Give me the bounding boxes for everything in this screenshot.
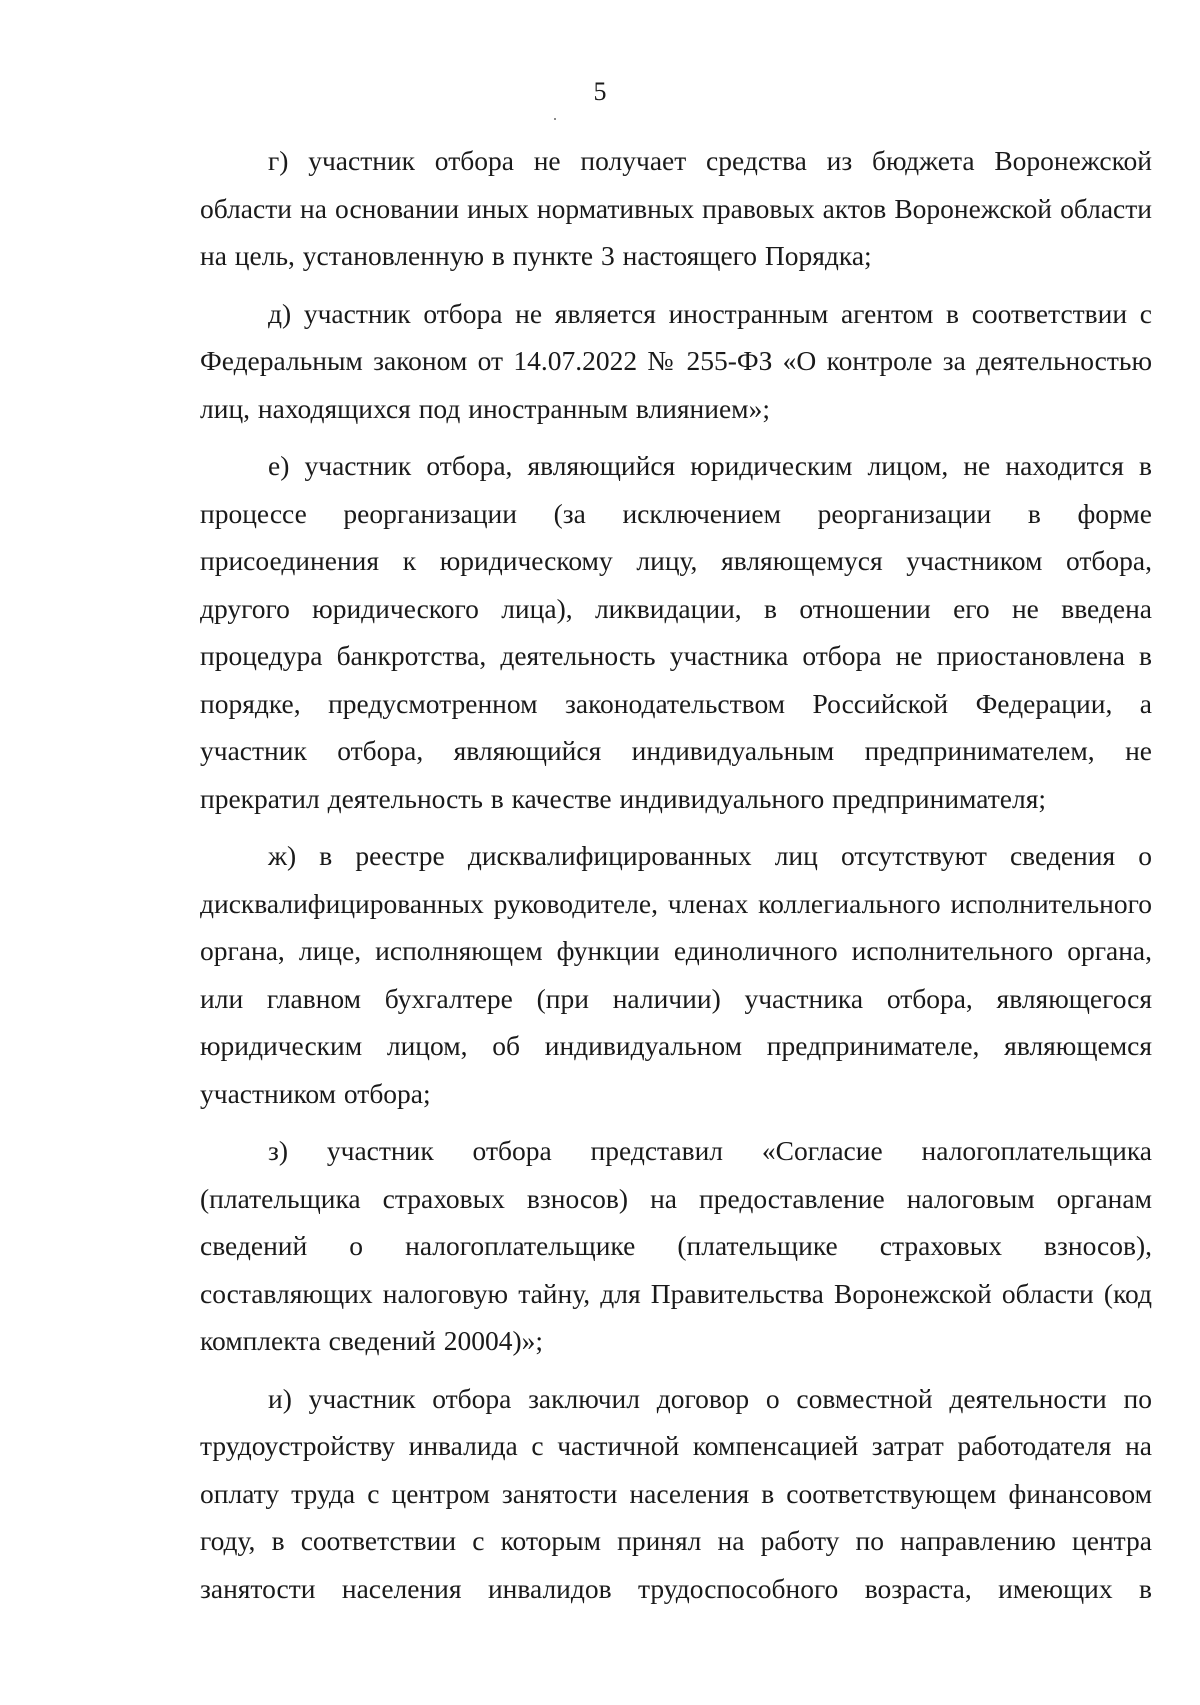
page-number: 5: [593, 77, 607, 106]
document-body: [200, 137, 1152, 1612]
paragraph-g: г) участник отбора не получает средства из бюджета Воронежской области на основании иных нормативных правовых актов Воронежской области на цель, установленную в пункте 3 настоящего Порядка;: [200, 145, 1152, 271]
paragraph-z: з) участник отбора представил «Согласие налогоплательщика (плательщика страховых взносов) на предоставление налоговым органам сведений о налогоплательщике (плательщике страховых взносов), составляющих налоговую тайну, для Правительства Воронежской области (код комплекта сведений 20004)»;: [200, 1135, 1152, 1356]
scan-speck: [554, 118, 556, 120]
paragraph-zh: ж) в реестре дисквалифицированных лиц отсутствуют сведения о дисквалифицированных руководителе, членах коллегиального исполнительного органа, лице, исполняющем функции единоличного исполнительного органа, или главном бухгалтере (при наличии) участника отбора, являющегося юридическим лицом, об индивидуальном предпринимателе, являющемся участником отбора;: [200, 840, 1152, 1109]
paragraph-i: и) участник отбора заключил договор о совместной деятельности по трудоустройству инвалида с частичной компенсацией затрат работодателя на оплату труда с центром занятости населения в соответствующем финансовом году, в соответствии с которым принял на работу по направлению центра занятости населения инвалидов трудоспособного возраста, имеющих в: [200, 1382, 1152, 1604]
paragraph-e: е) участник отбора, являющийся юридическим лицом, не находится в процессе реорганизации (за исключением реорганизации в форме присоединения к юридическому лицу, являющемуся участником отбора, другого юридического лица), ликвидации, в отношении его не введена процедура банкротства, деятельность участника отбора не приостановлена в порядке, предусмотренном законодательством Российской Федерации, а участник отбора, являющийся индивидуальным предпринимателем, не прекратил деятельность в качестве индивидуального предпринимателя;: [200, 450, 1152, 814]
paragraph-d: д) участник отбора не является иностранным агентом в соответствии с Федеральным законом от 14.07.2022 № 255-ФЗ «О контроле за деятельностью лиц, находящихся под иностранным влиянием»;: [200, 297, 1152, 424]
